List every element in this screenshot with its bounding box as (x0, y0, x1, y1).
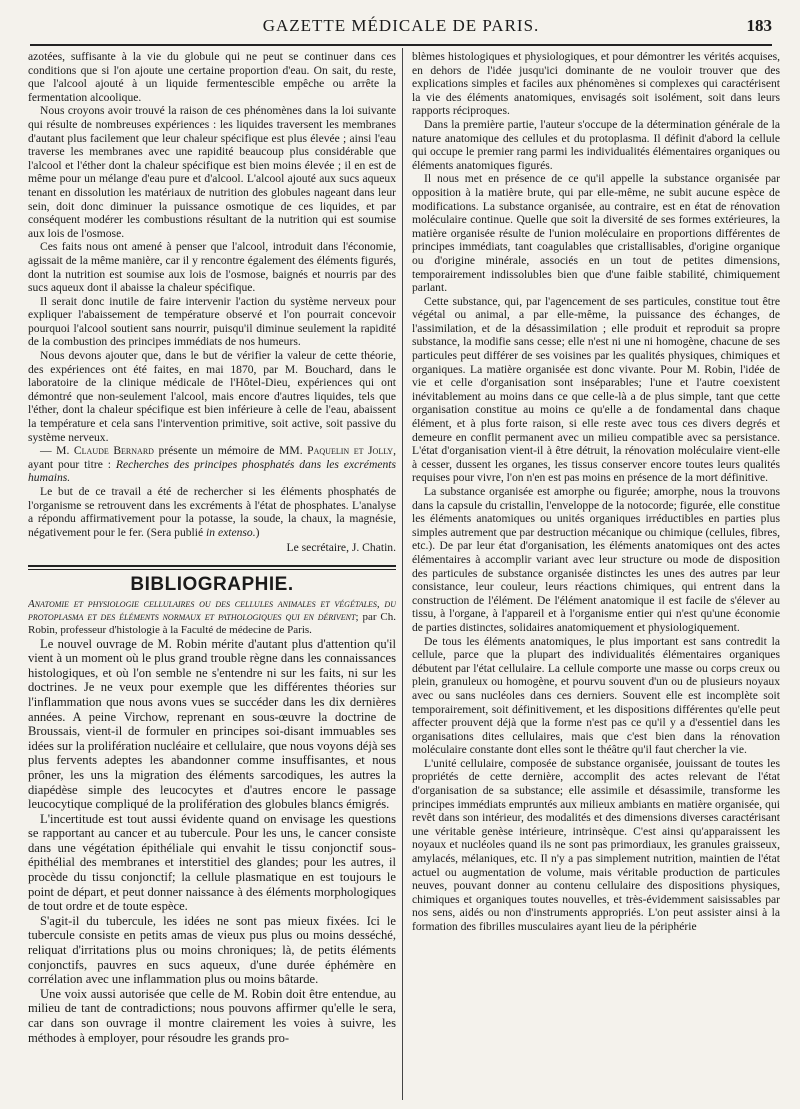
secretary-signature: Le secrétaire, J. Chatin. (286, 541, 396, 555)
left-column (28, 50, 396, 1102)
book-author: ; par Ch. Robin, professeur d'histologie à la Faculté de médecine de Paris. (28, 610, 396, 636)
paragraph: S'agit-il du tubercule, les idées ne sont pas mieux fixées. Ici le tubercule consiste en petits amas de vieux pus plus ou moins desséché, reliquat d'irritations plus ou moins chroniques; là, de petits éléments conjonctifs, pauvres en sucs aqueux, d'une durée éphémère en corrélation avec une inflammation plus ou moins bâtarde. (28, 913, 396, 987)
paragraph: Il serait donc inutile de faire intervenir l'action du système nerveux pour expliquer l'abaissement de température observé et l'on pourrait concevoir pourquoi l'alcool soutient sans nourrir, puisqu'il diminue seulement la rapidité de la combustion des principes immédiats de nos humeurs. (28, 294, 396, 349)
paragraph: De tous les éléments anatomiques, le plus important est sans contredit la cellule, parce que la plupart des individualités élémentaires organiques débutent par l'état cellulaire. La cellule comporte une masse ou corps creux ou plein, granuleux ou homogène, et pourvu souvent d'un ou de plusieurs noyaux avec ou sans nucléoles dans ces derniers. Souvent elle est incomplète soit temporairement, soit définitivement, et les dispositions différentes qu'elle peut affecter prouvent déjà que la forme n'est pas ce qu'il y a d'essentiel dans les organisations dites cellulaires, mais que c'est bien dans la rénovation moléculaire constante dont elles sont le théâtre qu'il faut chercher la vie. (412, 634, 780, 757)
bibliography-entry-heading (28, 598, 396, 637)
text: présente un mémoire de MM. (158, 444, 303, 458)
paragraph: Ces faits nous ont amené à penser que l'alcool, introduit dans l'économie, agissait de la même manière, car il y rencontre également des éléments figurés, dont la nutrition est soumise aux lois de l'osmose, baignés et nourris par des sucs aqueux dont il abaisse la chaleur spécifique. (28, 240, 396, 295)
journal-title: GAZETTE MÉDICALE DE PARIS. (262, 16, 540, 35)
paragraph: Nous devons ajouter que, dans le but de vérifier la valeur de cette théorie, des expériences ont été faites, en mai 1870, par M. Bouchard, dans le laboratoire de la clinique médicale de l'Hôtel-Dieu, expériences qui ont démontré que non-seulement l'alcool, mais encore d'autres liquides, tels que l'éther, dont la chaleur spécifique est bien inférieure à celle de l'eau, abaissent la température et cela sans l'intervention primitive, soit active, soit passive du système nerveux. (28, 349, 396, 444)
text: — M. (40, 444, 70, 458)
paragraph: Il nous met en présence de ce qu'il appelle la substance organisée par opposition à la matière brute, qui par elle-même, ne subit aucune espèce de modifications. La substance organisée, au contraire, est en état de rénovation moléculaire continue. Quelle que soit la diversité de ses formes extérieures, la matière organisée résulte de l'union moléculaire en proportions différentes de principes immédiats, tant coagulables que cristallisables, d'origine organique ou d'origine minérale, associés en un tout de petites dimensions, temporairement indissolubles bien que d'une faible stabilité, chimiquement parlant. (412, 172, 780, 295)
text: Le but de ce travail a été de rechercher si les éléments phosphatés de l'organisme se retrouvent dans les excréments à l'état de phosphates. L'analyse a répondu affirmativement pour la potasse, la soude, la chaux, la magnésie, négativement pour le fer. (Sera publié (28, 485, 396, 539)
paragraph: blèmes histologiques et physiologiques, et pour démontrer les vérités acquises, en dehors de l'idée jusqu'ici dominante de ne vouloir trouver que des explications simples et faciles aux phénomènes si complexes qui caractérisent la vie des éléments anatomiques, envisagés soit isolément, soit dans leurs rapports réciproques. (412, 50, 780, 118)
paragraph: La substance organisée est amorphe ou figurée; amorphe, nous la trouvons dans la capsule du cristallin, l'enveloppe de la notocorde; figurée, elle constitue les éléments anatomiques ou unités organiques irréductibles en parties plus simples autrement que par destruction mécanique ou chimique (cellules, fibres, etc.). De par leur état d'organisation, les éléments anatomiques ont des actes élémentaires à accomplir variant avec leur structure ou mode de disposition des particules de substance organisée distinctes les unes des autres par leur consistance, leur couleur, leurs réactions chimiques, qui entrent dans la construction de l'élément. De l'élément anatomique il est facile de s'élever au tissu, à l'organe, à l'appareil et à l'organisme entier qui n'est qu'une économie de parties distinctes, solidaires anatomiquement et physiologiquement. (412, 485, 780, 634)
section-title: BIBLIOGRAPHIE. (130, 573, 294, 595)
author-names: Paquelin et Jolly (307, 444, 394, 458)
book-title: Anatomie et physiologie cellulaires ou des cellules animales et végétales, du protoplasma et des éléments normaux et pathologiques qui en dérivent (28, 597, 396, 623)
paragraph: Cette substance, qui, par l'agencement de ses particules, constitue tout être végétal ou animal, a par elle-même, la puissance des échanges, de l'assimilation, et de la désassimilation ; elle produit et reproduit sa propre substance, la modifie sans cesse; elle n'est ni une ni homogène, chacune de ses particules peut différer de ses voisines par les qualités physiques, chimiques et organiques. La matière organisée est donc vivante. Pour M. Robin, l'idée de vie et celle d'organisation sont inséparables; l'une et l'autre coexistent inévitablement au moins dans ce que celle-là a de plus simple, tant que cette organisation constitue au moins ce qu'elle a de fondamental dans chaque élément, et à plus forte raison, si elle reste avec tous ces divers degrés et demeure en conflit permanent avec un milieu compatible avec sa persistance. L'état d'organisation vient-il à être détruit, la rénovation moléculaire vient-elle à cesser, dussent les organes, les tissus conserver encore toutes leurs qualités requises pour vivre, l'on n'en est pas moins en présence de la mort définitive. (412, 294, 780, 485)
paragraph: azotées, suffisante à la vie du globule qui ne peut se continuer dans ces conditions que si l'on ajoute une certaine proportion d'eau. On sait, du reste, que l'alcool ajouté à un liquide fermentescible empêche ou arrête la fermentation alcoolique. (28, 50, 396, 104)
memoir-title: Recherches des principes phosphatés dans les excréments humains. (28, 457, 396, 485)
text: , ayant pour titre : (28, 444, 396, 471)
italic-text: in extenso. (206, 525, 256, 539)
right-column (412, 50, 780, 1102)
page-number: 183 (746, 16, 772, 35)
column-divider (402, 48, 403, 1100)
paragraph: Dans la première partie, l'auteur s'occupe de la détermination générale de la nature anatomique des cellules et du protoplasma. Il définit d'abord la cellule qui occupe le premier rang parmi les individualités élémentaires organiques ou éléments anatomiques figurés. (412, 117, 780, 172)
paragraph: Une voix aussi autorisée que celle de M. Robin doit être entendue, au milieu de tant de contradictions; nous pouvons affirmer qu'elle le sera, car dans son ouvrage il montre clairement les voies à suivre, les méthodes à employer, pour résoudre les grands pro- (28, 986, 396, 1045)
paragraph (28, 485, 396, 539)
paragraph: Le nouvel ouvrage de M. Robin mérite d'autant plus d'attention qu'il vient à un moment où le plus grand trouble règne dans les connaissances histologiques, et où l'on semble ne s'entendre ni sur les faits, ni sur les doctrines. Je ne veux pour exemple que les différentes théories sur l'inflammation que nous avons vues se succéder dans les dix dernières années. A peine Virchow, reprenant en sous-œuvre la doctrine de Broussais, vient-il de formuler en principes soi-disant immuables ses idées sur la prolifération nucléaire et cellulaire, que nous voyons déjà ses plus fervents adeptes les abandonner comme insuffisantes, et nous prôner, les uns la migration des éléments sarcodiques, les autres la diapédèse simple des leucocytes et d'autres encore le passage leucocytique compliqué de la prolifération des globules blancs émigrés. (28, 636, 396, 812)
paragraph: Nous croyons avoir trouvé la raison de ces phénomènes dans la loi suivante qui résulte de nombreuses expériences : les liquides traversent les membranes d'autant plus facilement que leur chaleur spécifique est plus élevée ; ainsi l'eau traverse les membranes avec une rapidité beaucoup plus considérable que l'alcool et l'éther dont la chaleur spécifique est bien moins élevée ; il en est de même pour un mélange d'eau pure et d'alcool. L'alcool ajouté aux sucs aqueux tenant en dissolution les matériaux de nutrition des globules nageant dans leur sein, doit donc diminuer la puissance osmotique de ces liquides, et par conséquent modérer les combustions résultant de la nutrition qui est soumise aux lois de l'osmose. (28, 104, 396, 240)
paragraph-communication (28, 444, 396, 485)
review-body (28, 637, 396, 1046)
page-header (30, 14, 772, 46)
author-name: Claude Bernard (73, 444, 154, 458)
paragraph: L'unité cellulaire, composée de substance organisée, jouissant de toutes les propriétés de cette dernière, accomplit des actes relevant de l'état d'organisation de sa substance; elle assimile et désassimile, transforme les principes immédiats empruntés aux milieux ambiants en matière organisée, qui revêt dans son intérieur, des modalités et des dimensions diverses caractérisant une véritable genèse intérieure, intrinsèque. C'est ainsi qu'apparaissent les noyaux et nucléoles quand ils ne sont pas primordiaux, les granules graisseux, amylacés, mélaniques, etc. Il n'y a pas simplement nutrition, maintien de l'état actuel ou augmentation de volume, mais véritable production de particules neuves, pouvant donner au contenu cellulaire des dispositions physiques, chimiques et organiques toutes nouvelles, et très-évidemment saisissables par nos sens, aidés ou non d'instruments appropriés. L'on peut assister ainsi à la formation des fibrilles musculaires ayant lieu de la périphérie (412, 756, 780, 933)
text: ) (255, 525, 260, 539)
paragraph: L'incertitude est tout aussi évidente quand on envisage les questions se rapportant au cancer et au tubercule. Pour les uns, le cancer consiste dans une végétation épithéliale qui envahit le tissu conjonctif sous-épithélial des membranes et interstitiel des glandes; pour les autres, il procède du tissu conjonctif; la cellule plasmatique en est toujours le point de départ, et peut donner naissance à des éléments morphologiques de tout ordre et de toute espèce. (28, 811, 396, 914)
section-divider (28, 565, 396, 570)
